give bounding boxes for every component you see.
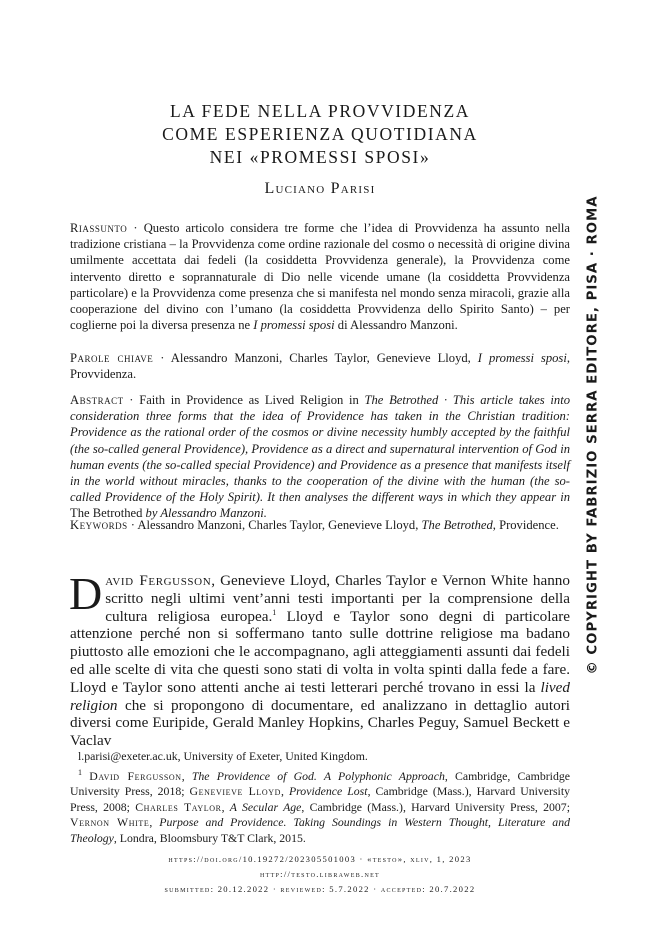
title-line-3: NEI «PROMESSI SPOSI»: [209, 147, 431, 167]
copyright-strip: [579, 195, 607, 675]
drop-cap: D: [69, 568, 103, 619]
keywords-paragraph: [70, 517, 570, 533]
footnote-title-3: A Secular Age: [229, 799, 302, 814]
footnote-title-4: Purpose and Providence. Taking Soundings in Western Thought, Literature and Theology: [70, 815, 570, 845]
footnote-author-2: Genevieve Lloyd: [189, 784, 281, 799]
riassunto-italic: I promessi sposi: [253, 318, 335, 333]
title-line-1: LA FEDE NELLA PROVVIDENZA: [169, 101, 471, 121]
main-text-italic: lived religion: [70, 678, 570, 714]
riassunto-text: · Questo articolo considera tre forme che l’idea di Provvidenza ha assunto nella tradizione cristiana – la Provvidenza come ordine razionale del cosmo o necessità di origine divina umilmente accettata dai fedeli (la cosiddetta Provvidenza generale), la Provvidenza come intervento diretto e soprannaturale di Dio nelle vicende umane (la cosiddetta Provvidenza particolare) e la Provvidenza come presenza che si manifesta nel mondo senza miracoli, grazie alla cooperazione del divino con l’umano (la cosiddetta Provvidenza dello Spirito Santo) – per coglierne poi la diversa presenza ne: [70, 221, 570, 333]
footnote-ref-1[interactable]: 1: [272, 607, 277, 617]
keywords-tail: , Providence.: [492, 518, 559, 532]
abstract-book-title: The Betrothed: [364, 393, 439, 407]
riassunto-paragraph: [70, 220, 570, 333]
doi-line[interactable]: https://doi.org/10.19272/202305501003 · «testo», xliv, 1, 2023: [168, 854, 472, 864]
parole-chiave-italic: I promessi sposi: [477, 351, 567, 365]
keywords-italic: The Betrothed: [421, 518, 493, 532]
abstract-body: · This article takes into consideration three forms that the idea of Providence has taken in the Christian tradition: Providence as the rational order of the cosmos or divine necessity humbly accepted by the faithful (the so-called general Providence), Providence as a direct and supernatural intervention of God in human events (the so-called special Providence) and Providence as a presence that manifests itself in the world without miracles, thanks to the cooperation of the divine with the human (the so-called Providence of the Holy Spirit). It then analyses the different ways in which they appear in: [70, 393, 570, 505]
title-line-2: COME ESPERIENZA QUOTIDIANA: [162, 124, 478, 144]
abstract-label: Abstract: [70, 393, 124, 407]
main-author-name: avid Fergusson: [105, 572, 212, 589]
keywords-label: Keywords: [70, 518, 128, 532]
article-title: [60, 100, 580, 169]
author-affiliation: l.parisi@exeter.ac.uk, University of Exeter, United Kingdom.: [78, 749, 368, 763]
abstract-lead: · Faith in Providence as Lived Religion in: [123, 393, 365, 407]
abstract-book-title-2: The Betrothed: [70, 506, 143, 521]
parole-chiave-text: · Alessandro Manzoni, Charles Taylor, Genevieve Lloyd,: [153, 351, 478, 365]
journal-url[interactable]: http://testo.libraweb.net: [259, 869, 381, 879]
main-text-part-3: che si propongono di documentare, ed analizzano in dettaglio autori diversi come Euripide, Gerald Manley Hopkins, Charles Peguy, Samuel Beckett e Vaclav: [70, 696, 570, 750]
main-text: [69, 568, 570, 750]
footnote-author-1: David Fergusson: [89, 769, 182, 783]
main-text-part-1: , Genevieve Lloyd, Charles Taylor e Vernon White hanno scritto negli ultimi vent’anni testi importanti per la comprensione della cultura religiosa europea.: [105, 572, 570, 625]
footnote-1: $^1$ David Fergusson, The Providence of God. A Polyphonic Approach, Cambridge, Cambridge University Press, 2018; Genevieve Lloyd, Providence Lost, Cambridge (Mass.), Harvard University Press, 2008; Charles Taylor, A Secular Age, Cambridge (Mass.), Harvard University Press, 2007; Vernon White, Purpose and Providence. Taking Soundings in Western Thought, Literature and Theology, Londra, Bloomsbury T&T Clark, 2015.: [70, 768, 571, 845]
parole-chiave-paragraph: [70, 350, 570, 382]
keywords-text: · Alessandro Manzoni, Charles Taylor, Genevieve Lloyd,: [127, 518, 422, 532]
riassunto-tail: di Alessandro Manzoni.: [334, 318, 458, 333]
copyright-text: © COPYRIGHT BY FABRIZIO SERRA EDITORE, PISA · ROMA: [585, 195, 601, 675]
footnote-pub-3: , Cambridge (Mass.), Harvard University Press, 2007;: [301, 799, 570, 814]
footnote-number: 1: [78, 768, 82, 778]
footnote-pub-2: , Cambridge (Mass.), Harvard University Press, 2008;: [70, 784, 571, 814]
footnote-title-1: The Providence of God. A Polyphonic Approach: [191, 769, 445, 783]
footnote-pub-4: , Londra, Bloomsbury T&T Clark, 2015.: [113, 830, 306, 845]
footnote-author-4: Vernon White: [70, 815, 150, 830]
submission-dates: submitted: 20.12.2022 · reviewed: 5.7.2022 · accepted: 20.7.2022: [164, 884, 476, 894]
abstract-paragraph: [70, 392, 570, 522]
parole-chiave-label: Parole chiave: [70, 351, 154, 365]
footnote-title-2: Providence Lost: [288, 784, 368, 799]
parole-chiave-tail: , Provvidenza.: [70, 351, 570, 382]
footnote-author-3: Charles Taylor: [135, 799, 222, 814]
author-name: Luciano Parisi: [264, 180, 376, 197]
abstract-tail: by Alessandro Manzoni.: [142, 506, 267, 521]
footnote-pub-1: , Cambridge, Cambridge University Press, 2018;: [70, 769, 570, 799]
riassunto-label: Riassunto: [70, 221, 128, 235]
main-text-part-2: Lloyd e Taylor sono degni di particolare attenzione perché non si soffermano tanto sulle dottrine religiose ma badano piuttosto alle emozioni che le accompagnano, agli atteggiamenti assunti dai fedeli ed alle scelte di vita che questi sono stati di volta in volta spinti dalla fede a fare. Lloyd e Taylor sono attenti anche ai testi letterari perché trovano in essi la: [70, 607, 570, 696]
